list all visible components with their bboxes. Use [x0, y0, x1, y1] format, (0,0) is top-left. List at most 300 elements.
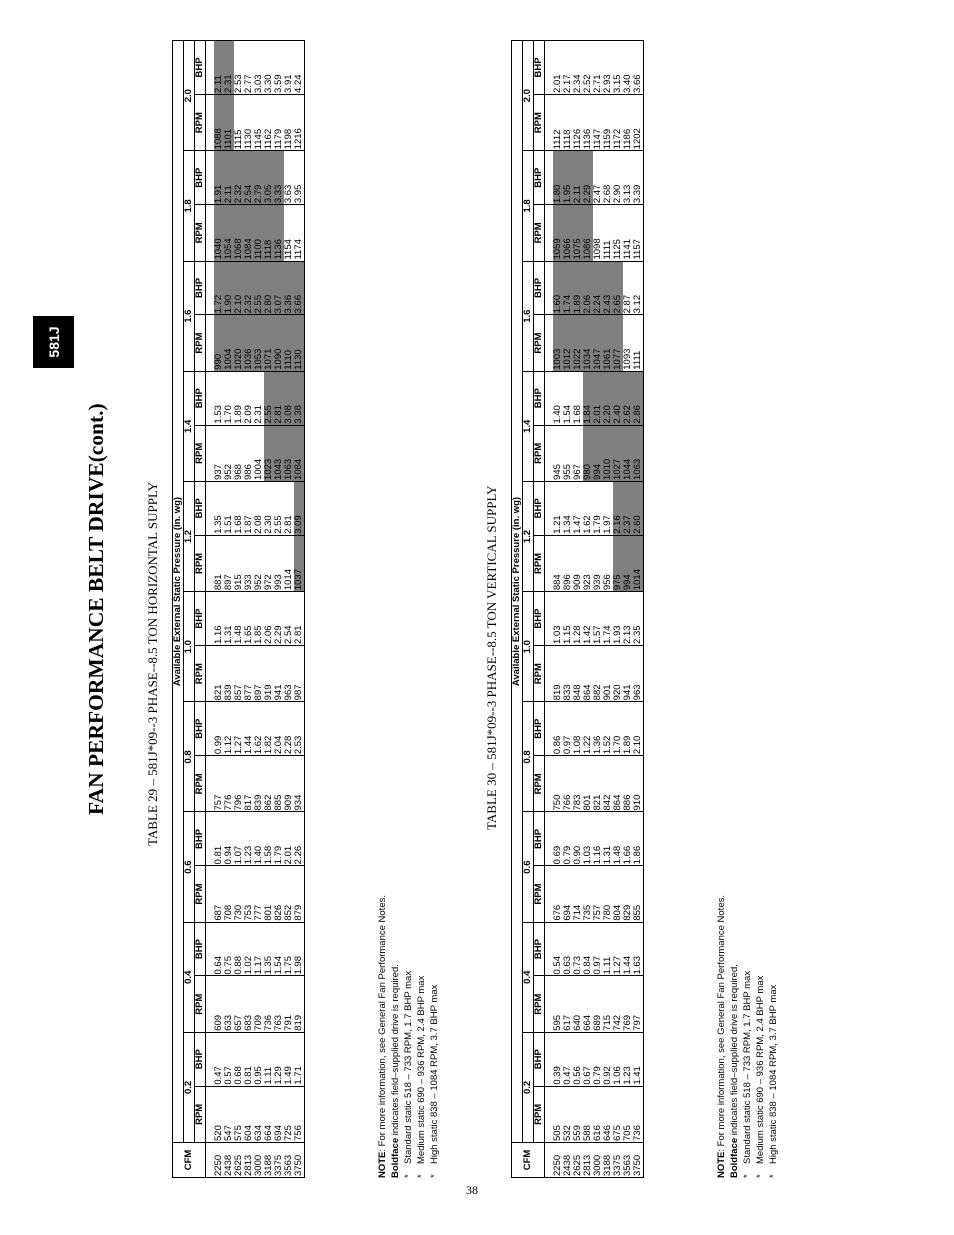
rpm-cell: 885	[274, 756, 284, 812]
bhp-cell: 3.63	[284, 151, 294, 205]
rpm-cell: 1027	[613, 425, 623, 481]
cfm-cell: 2250	[214, 1143, 224, 1178]
pressure-column-header: 1.0	[523, 592, 534, 702]
rpm-cell: 945	[553, 425, 563, 481]
bhp-cell: 2.55	[264, 371, 274, 425]
bhp-cell: 2.10	[234, 261, 244, 315]
rpm-cell: 882	[593, 645, 603, 701]
table-29-notes	[376, 895, 441, 1178]
rpm-cell: 855	[633, 866, 644, 922]
rpm-cell: 857	[234, 645, 244, 701]
rpm-cell: 1118	[264, 205, 274, 261]
bhp-cell: 2.31	[224, 41, 234, 95]
rpm-cell: 675	[613, 1086, 623, 1142]
rpm-cell: 941	[623, 645, 633, 701]
bhp-cell: 2.81	[284, 481, 294, 535]
rpm-cell: 939	[593, 535, 603, 591]
rpm-cell: 819	[553, 645, 563, 701]
bhp-cell: 1.41	[633, 1032, 644, 1086]
bhp-cell: 3.15	[613, 41, 623, 95]
bullet: *	[768, 1174, 779, 1178]
rpm-cell: 709	[254, 976, 264, 1032]
bhp-cell: 0.84	[583, 922, 593, 976]
rpm-cell: 864	[613, 756, 623, 812]
pressure-column-header: 0.4	[184, 922, 195, 1032]
bhp-cell: 2.29	[583, 151, 593, 205]
rpm-cell: 757	[214, 756, 224, 812]
rpm-cell: 1061	[603, 315, 613, 371]
rpm-cell: 1066	[563, 205, 573, 261]
cfm-cell: 2438	[563, 1143, 573, 1178]
rpm-cell: 1023	[264, 425, 274, 481]
pressure-column-header: 0.8	[523, 702, 534, 812]
cfm-cell: 2250	[553, 1143, 563, 1178]
rpm-cell: 753	[244, 866, 254, 922]
rpm-cell: 829	[623, 866, 633, 922]
bhp-header: BHP	[195, 481, 206, 535]
rpm-cell: 1037	[294, 535, 305, 591]
bhp-cell: 2.28	[284, 702, 294, 756]
bhp-cell: 1.11	[264, 1032, 274, 1086]
bhp-cell: 0.86	[553, 702, 563, 756]
rpm-cell: 952	[224, 425, 234, 481]
bhp-cell: 1.31	[224, 592, 234, 646]
bhp-cell: 2.47	[593, 151, 603, 205]
bhp-header: BHP	[534, 41, 545, 95]
bhp-cell: 2.81	[274, 371, 284, 425]
pressure-column-header: 1.0	[184, 592, 195, 702]
bhp-cell: 1.40	[254, 812, 264, 866]
bhp-cell: 2.55	[274, 481, 284, 535]
table-row	[603, 41, 613, 1178]
bhp-cell: 3.95	[294, 151, 305, 205]
bhp-cell: 1.48	[234, 592, 244, 646]
bhp-header: BHP	[195, 592, 206, 646]
bhp-cell: 2.80	[264, 261, 274, 315]
bhp-cell: 2.60	[633, 481, 644, 535]
rpm-cell: 933	[244, 535, 254, 591]
bhp-cell: 2.32	[244, 261, 254, 315]
bhp-cell: 2.87	[623, 261, 633, 315]
note-text: : For more information, see General Fan Performance Notes.	[377, 895, 388, 1152]
rpm-cell: 1111	[603, 205, 613, 261]
rpm-cell: 897	[224, 535, 234, 591]
rpm-cell: 1084	[244, 205, 254, 261]
table-row	[553, 41, 563, 1178]
rpm-header: RPM	[195, 425, 206, 481]
rpm-header: RPM	[534, 976, 545, 1032]
bhp-cell: 0.92	[603, 1032, 613, 1086]
cfm-header: CFM	[173, 1143, 206, 1178]
bhp-cell: 1.54	[274, 922, 284, 976]
bhp-header: BHP	[195, 261, 206, 315]
bhp-cell: 1.35	[264, 922, 274, 976]
cfm-cell: 3000	[593, 1143, 603, 1178]
bhp-cell: 1.89	[623, 702, 633, 756]
rpm-cell: 1154	[284, 205, 294, 261]
bhp-cell: 1.11	[603, 922, 613, 976]
rpm-header: RPM	[195, 205, 206, 261]
rpm-cell: 687	[214, 866, 224, 922]
bhp-cell: 2.53	[294, 702, 305, 756]
bhp-cell: 2.40	[613, 371, 623, 425]
bhp-cell: 1.62	[254, 702, 264, 756]
rpm-cell: 1202	[633, 94, 644, 150]
rpm-header: RPM	[195, 866, 206, 922]
bhp-cell: 1.75	[284, 922, 294, 976]
bhp-cell: 1.58	[264, 812, 274, 866]
bhp-cell: 1.27	[234, 702, 244, 756]
pressure-column-header: 0.8	[184, 702, 195, 812]
bhp-cell: 1.27	[613, 922, 623, 976]
bhp-cell: 0.64	[214, 922, 224, 976]
bhp-cell: 1.48	[613, 812, 623, 866]
section-tab	[33, 316, 74, 368]
bhp-cell: 1.86	[633, 812, 644, 866]
bhp-cell: 1.98	[294, 922, 305, 976]
bhp-cell: 2.08	[254, 481, 264, 535]
bhp-cell: 1.79	[593, 481, 603, 535]
cfm-cell: 3750	[294, 1143, 305, 1178]
rpm-cell: 915	[234, 535, 244, 591]
rpm-cell: 1040	[214, 205, 224, 261]
bhp-cell: 2.13	[623, 592, 633, 646]
table-row	[264, 41, 274, 1178]
rpm-cell: 1111	[633, 315, 644, 371]
bhp-header: BHP	[534, 371, 545, 425]
rpm-cell: 1004	[254, 425, 264, 481]
rpm-cell: 1010	[603, 425, 613, 481]
bhp-cell: 1.91	[214, 151, 224, 205]
cfm-cell: 2438	[224, 1143, 234, 1178]
table-row	[244, 41, 254, 1178]
rpm-header: RPM	[534, 866, 545, 922]
rpm-cell: 864	[583, 645, 593, 701]
bhp-cell: 3.36	[284, 261, 294, 315]
note-text: : For more information, see General Fan Performance Notes.	[716, 895, 727, 1152]
rpm-cell: 766	[563, 756, 573, 812]
rpm-header: RPM	[195, 535, 206, 591]
table-row	[274, 41, 284, 1178]
rpm-cell: 676	[553, 866, 563, 922]
rpm-cell: 821	[593, 756, 603, 812]
bhp-cell: 2.53	[234, 41, 244, 95]
rpm-cell: 559	[573, 1086, 583, 1142]
bhp-cell: 1.62	[583, 481, 593, 535]
rpm-header: RPM	[534, 645, 545, 701]
rpm-cell: 1004	[224, 315, 234, 371]
rpm-cell: 1115	[234, 94, 244, 150]
rpm-cell: 796	[234, 756, 244, 812]
rpm-cell: 763	[274, 976, 284, 1032]
rpm-cell: 919	[264, 645, 274, 701]
bhp-cell: 0.90	[573, 812, 583, 866]
page-number: 38	[466, 1183, 478, 1197]
bhp-cell: 0.67	[583, 1032, 593, 1086]
pressure-column-header: 0.2	[184, 1032, 195, 1142]
bhp-cell: 3.38	[294, 371, 305, 425]
rpm-cell: 952	[254, 535, 264, 591]
rpm-cell: 1003	[553, 315, 563, 371]
bhp-cell: 2.11	[224, 151, 234, 205]
bhp-cell: 1.03	[553, 592, 563, 646]
rpm-cell: 1084	[294, 425, 305, 481]
bhp-cell: 0.57	[224, 1032, 234, 1086]
rpm-cell: 1100	[254, 205, 264, 261]
bhp-header: BHP	[195, 702, 206, 756]
rpm-cell: 842	[603, 756, 613, 812]
table-30-notes	[715, 895, 780, 1178]
rpm-cell: 821	[214, 645, 224, 701]
bhp-cell: 0.88	[234, 922, 244, 976]
bhp-cell: 0.97	[593, 922, 603, 976]
bhp-cell: 1.95	[563, 151, 573, 205]
bhp-cell: 1.44	[244, 702, 254, 756]
rpm-cell: 833	[563, 645, 573, 701]
boldface-label: Boldface	[390, 1137, 401, 1178]
pressure-column-header: 1.8	[523, 151, 534, 261]
rpm-cell: 1022	[573, 315, 583, 371]
bhp-cell: 2.26	[294, 812, 305, 866]
rpm-cell: 980	[583, 425, 593, 481]
rpm-cell: 725	[284, 1086, 294, 1142]
bhp-cell: 2.35	[633, 592, 644, 646]
rpm-cell: 1147	[593, 94, 603, 150]
bhp-cell: 1.31	[603, 812, 613, 866]
cfm-cell: 2813	[244, 1143, 254, 1178]
bhp-cell: 1.12	[224, 702, 234, 756]
pressure-column-header: 2.0	[184, 41, 195, 151]
bhp-cell: 1.65	[244, 592, 254, 646]
bhp-cell: 0.95	[254, 1032, 264, 1086]
rpm-cell: 862	[264, 756, 274, 812]
bhp-cell: 1.89	[573, 261, 583, 315]
bhp-cell: 2.24	[593, 261, 603, 315]
rpm-cell: 1145	[254, 94, 264, 150]
bhp-cell: 1.28	[573, 592, 583, 646]
bhp-cell: 0.81	[214, 812, 224, 866]
page-title: FAN PERFORMANCE BELT DRIVE(cont.)	[84, 403, 108, 815]
table-row	[284, 41, 294, 1178]
rpm-cell: 1172	[613, 94, 623, 150]
rpm-cell: 708	[224, 866, 234, 922]
table-29-grid	[172, 40, 305, 1178]
bhp-cell: 2.01	[284, 812, 294, 866]
table-row	[613, 41, 623, 1178]
rpm-cell: 588	[583, 1086, 593, 1142]
rpm-cell: 604	[244, 1086, 254, 1142]
bhp-cell: 1.87	[244, 481, 254, 535]
bhp-cell: 2.65	[613, 261, 623, 315]
bhp-cell: 0.97	[563, 702, 573, 756]
cfm-header: CFM	[512, 1143, 545, 1178]
bhp-cell: 3.40	[623, 41, 633, 95]
rpm-cell: 657	[234, 976, 244, 1032]
bhp-cell: 3.39	[633, 151, 644, 205]
rpm-cell: 1063	[633, 425, 644, 481]
bhp-cell: 3.09	[294, 481, 305, 535]
table-29	[172, 40, 305, 1178]
bhp-cell: 2.20	[603, 371, 613, 425]
rpm-cell: 1020	[234, 315, 244, 371]
rpm-cell: 881	[214, 535, 224, 591]
rpm-cell: 694	[563, 866, 573, 922]
bhp-cell: 1.29	[274, 1032, 284, 1086]
rpm-cell: 819	[294, 976, 305, 1032]
rpm-cell: 877	[244, 645, 254, 701]
rpm-cell: 852	[284, 866, 294, 922]
rpm-cell: 1126	[573, 94, 583, 150]
rpm-cell: 1118	[563, 94, 573, 150]
bhp-cell: 1.44	[623, 922, 633, 976]
pressure-column-header: 1.4	[184, 371, 195, 481]
table-29-title: TABLE 29 – 581J*09--3 PHASE--8.5 TON HORIZONTAL SUPPLY	[145, 482, 160, 846]
bhp-header: BHP	[534, 481, 545, 535]
bullet: *	[429, 1174, 440, 1178]
rpm-cell: 848	[573, 645, 583, 701]
rpm-cell: 736	[633, 1086, 644, 1142]
bhp-cell: 2.30	[264, 481, 274, 535]
pressure-column-header: 0.6	[184, 812, 195, 922]
bhp-cell: 1.84	[583, 371, 593, 425]
bhp-cell: 1.08	[573, 702, 583, 756]
rpm-cell: 664	[583, 976, 593, 1032]
bhp-cell: 3.66	[294, 261, 305, 315]
pressure-column-header: 0.2	[523, 1032, 534, 1142]
bhp-cell: 2.62	[623, 371, 633, 425]
bhp-cell: 2.01	[593, 371, 603, 425]
rpm-cell: 994	[593, 425, 603, 481]
table-row	[633, 41, 644, 1178]
pressure-caption: Available External Static Pressure (in. wg)	[173, 41, 184, 1143]
rpm-header: RPM	[195, 976, 206, 1032]
bhp-cell: 1.74	[563, 261, 573, 315]
bhp-cell: 1.34	[563, 481, 573, 535]
bhp-header: BHP	[195, 151, 206, 205]
bhp-header: BHP	[195, 812, 206, 866]
table-30	[511, 40, 644, 1178]
bhp-cell: 1.21	[553, 481, 563, 535]
bhp-cell: 1.52	[603, 702, 613, 756]
rpm-header: RPM	[534, 205, 545, 261]
table-row	[623, 41, 633, 1178]
bhp-cell: 2.54	[244, 151, 254, 205]
bhp-cell: 3.91	[284, 41, 294, 95]
rpm-cell: 1130	[294, 315, 305, 371]
bhp-cell: 2.11	[573, 151, 583, 205]
rpm-cell: 634	[254, 1086, 264, 1142]
bhp-cell: 0.99	[214, 702, 224, 756]
rpm-cell: 595	[553, 976, 563, 1032]
rpm-cell: 1159	[603, 94, 613, 150]
bhp-cell: 1.07	[234, 812, 244, 866]
rpm-cell: 1071	[264, 315, 274, 371]
rpm-cell: 839	[224, 645, 234, 701]
rpm-cell: 967	[573, 425, 583, 481]
bhp-cell: 3.03	[254, 41, 264, 95]
rpm-cell: 1014	[284, 535, 294, 591]
pressure-column-header: 1.6	[184, 261, 195, 371]
rpm-cell: 1086	[583, 205, 593, 261]
high-static-note: High static 838 – 1084 RPM, 3.7 BHP max	[768, 984, 779, 1164]
rpm-cell: 886	[623, 756, 633, 812]
table-row	[224, 41, 234, 1178]
bhp-cell: 1.72	[214, 261, 224, 315]
rpm-cell: 1110	[284, 315, 294, 371]
bhp-cell: 1.02	[244, 922, 254, 976]
rpm-cell: 1174	[294, 205, 305, 261]
bhp-cell: 0.56	[573, 1032, 583, 1086]
section-tab-label: 581J	[45, 326, 62, 358]
rpm-cell: 705	[623, 1086, 633, 1142]
bhp-cell: 3.30	[264, 41, 274, 95]
rpm-cell: 1101	[224, 94, 234, 150]
cfm-cell: 3563	[623, 1143, 633, 1178]
rpm-cell: 963	[284, 645, 294, 701]
rpm-cell: 1068	[234, 205, 244, 261]
rpm-cell: 742	[613, 976, 623, 1032]
bhp-cell: 1.66	[623, 812, 633, 866]
rpm-cell: 750	[553, 756, 563, 812]
bhp-cell: 0.69	[553, 812, 563, 866]
table-row	[294, 41, 305, 1178]
cfm-cell: 3188	[264, 1143, 274, 1178]
pressure-column-header: 1.6	[523, 261, 534, 371]
bhp-cell: 2.37	[623, 481, 633, 535]
bhp-header: BHP	[534, 151, 545, 205]
bhp-header: BHP	[195, 1032, 206, 1086]
cfm-cell: 3188	[603, 1143, 613, 1178]
bhp-cell: 2.16	[613, 481, 623, 535]
rpm-cell: 783	[573, 756, 583, 812]
rpm-cell: 839	[254, 756, 264, 812]
bhp-cell: 2.01	[553, 41, 563, 95]
bhp-cell: 1.23	[244, 812, 254, 866]
bhp-cell: 1.93	[613, 592, 623, 646]
bullet: *	[742, 1174, 753, 1178]
rpm-cell: 683	[244, 976, 254, 1032]
bhp-header: BHP	[195, 41, 206, 95]
bhp-cell: 2.06	[264, 592, 274, 646]
rpm-cell: 664	[264, 1086, 274, 1142]
table-row	[234, 41, 244, 1178]
rpm-cell: 791	[284, 976, 294, 1032]
bhp-cell: 1.74	[603, 592, 613, 646]
rpm-cell: 993	[274, 535, 284, 591]
cfm-cell: 3375	[274, 1143, 284, 1178]
rpm-cell: 1162	[264, 94, 274, 150]
bhp-cell: 0.39	[553, 1032, 563, 1086]
bhp-cell: 0.81	[244, 1032, 254, 1086]
bhp-cell: 0.79	[563, 812, 573, 866]
rpm-cell: 1063	[284, 425, 294, 481]
rpm-cell: 901	[603, 645, 613, 701]
rpm-cell: 730	[234, 866, 244, 922]
bhp-header: BHP	[534, 592, 545, 646]
rpm-cell: 756	[294, 1086, 305, 1142]
bhp-cell: 1.47	[573, 481, 583, 535]
bhp-header: BHP	[195, 371, 206, 425]
bhp-cell: 1.85	[254, 592, 264, 646]
rpm-cell: 633	[224, 976, 234, 1032]
rpm-cell: 1093	[623, 315, 633, 371]
pressure-column-header: 0.4	[523, 922, 534, 1032]
boldface-text: indicates field–supplied drive is required.	[390, 964, 401, 1138]
bhp-cell: 1.54	[563, 371, 573, 425]
bhp-cell: 2.77	[244, 41, 254, 95]
bhp-cell: 0.79	[593, 1032, 603, 1086]
bhp-cell: 2.29	[274, 592, 284, 646]
